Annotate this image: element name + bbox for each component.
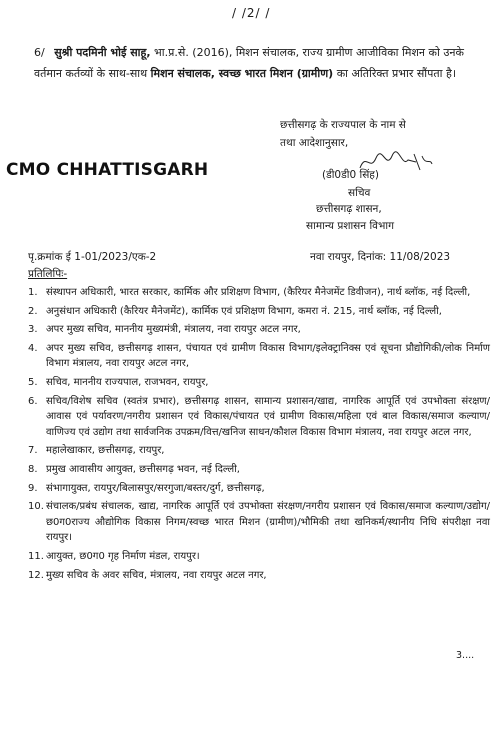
list-item-text: सचिव, माननीय राज्यपाल, राजभवन, रायपुर, (46, 376, 209, 388)
reference-number: पृ.क्रमांक ई 1-01/2023/एक-2 (28, 251, 157, 263)
list-item-number: 1. (28, 287, 38, 298)
watermark-text: CMO CHHATTISGARH (6, 160, 209, 180)
list-item-number: 10. (28, 501, 44, 513)
order-number: 6/ (34, 46, 45, 59)
list-item (28, 322, 490, 338)
list-item (28, 549, 490, 565)
list-item-number: 7. (28, 445, 38, 457)
list-item-number: 12. (28, 569, 44, 581)
list-item-number: 9. (28, 482, 38, 494)
list-item-number: 5. (28, 376, 38, 388)
list-item-text: अपर मुख्य सचिव, छत्तीसगढ़ शासन, पंचायत एवं ग्रामीण विकास विभाग/इलेक्ट्रानिक्स एवं सूचना प्रौद्योगिकी/लोक निर्माण विभाग मंत्रालय, नवा रायपुर अटल नगर, (46, 342, 490, 370)
signatory-name: (डी0डी0 सिंह) (322, 169, 379, 181)
signatory-designation: सचिव (348, 187, 371, 199)
list-item (28, 462, 490, 478)
copy-list (28, 285, 490, 586)
signatory-department: सामान्य प्रशासन विभाग (306, 220, 395, 232)
sig-governor-line: छत्तीसगढ़ के राज्यपाल के नाम से (280, 119, 406, 131)
list-item (28, 375, 490, 391)
list-item (28, 481, 490, 497)
list-item-number: 8. (28, 463, 38, 475)
list-item (28, 443, 490, 459)
signatory-government: छत्तीसगढ़ शासन, (316, 203, 382, 215)
list-item-number: 6. (28, 395, 38, 407)
list-item-text: संचालक/प्रबंध संचालक, खाद्य, नागरिक आपूर्ति एवं उपभोक्ता संरक्षण/नगरीय प्रशासन एवं विकास/समाज कल्याण/उद्योग/छ0ग0राज्य औद्योगिक विकास निगम/स्वच्छ भारत मिशन (ग्रामीण)/भौमिकी तथा खनिकर्म/स्थानीय निधि संपरीक्षा नवा रायपुर। (46, 501, 490, 544)
page-number: / /2/ / (232, 6, 271, 20)
reference-date: नवा रायपुर, दिनांक: 11/08/2023 (310, 251, 451, 263)
list-item-text: अनुसंधान अधिकारी (कैरियर मैनेजमेंट), कार्मिक एवं प्रशिक्षण विभाग, कमरा नं. 215, नार्थ ब्लॉक, नई दिल्ली, (46, 305, 442, 317)
continuation-marker: 3.... (456, 650, 475, 661)
order-text-b: का अतिरिक्त प्रभार सौंपता है। (336, 67, 457, 80)
list-item (28, 341, 490, 372)
list-item (28, 568, 490, 584)
list-item-text: मुख्य सचिव के अवर सचिव, मंत्रालय, नवा रायपुर अटल नगर, (46, 569, 267, 581)
list-item (28, 285, 490, 301)
order-paragraph (34, 42, 490, 84)
list-item-number: 2. (28, 305, 38, 317)
officer-name: सुश्री पदमिनी भोई साहू, (54, 46, 151, 59)
list-item-text: संभागायुक्त, रायपुर/बिलासपुर/सरगुजा/बस्तर/दुर्ग, छत्तीसगढ़, (46, 482, 265, 494)
list-item (28, 304, 490, 320)
sig-order-line: तथा आदेशानुसार, (280, 137, 349, 149)
assigned-post: मिशन संचालक, स्वच्छ भारत मिशन (ग्रामीण) (150, 67, 334, 80)
copy-heading: प्रतिलिपिः- (28, 268, 68, 280)
list-item-text: संस्थापन अधिकारी, भारत सरकार, कार्मिक और प्रशिक्षण विभाग, (कैरियर मैनेजमेंट डिवीजन), नार्थ ब्लॉक, नई दिल्ली, (46, 287, 471, 298)
list-item-text: सचिव/विशेष सचिव (स्वतंत्र प्रभार), छत्तीसगढ़ शासन, सामान्य प्रशासन/खाद्य, नागरिक आपूर्ति एवं उपभोक्ता संरक्षण/आवास एवं पर्यावरण/नगरीय प्रशासन एवं विकास/पंचायत एवं ग्रामीण विकास/महिला एवं बाल विकास/समाज कल्याण/वाणिज्य एवं उद्योग तथा सार्वजनिक उपक्रम/वित्त/खनिज साधन/कौशल विकास विभाग मंत्रालय, नवा रायपुर अटल नगर, (46, 395, 490, 438)
list-item-number: 4. (28, 342, 38, 354)
list-item-text: अपर मुख्य सचिव, माननीय मुख्यमंत्री, मंत्रालय, नवा रायपुर अटल नगर, (46, 324, 301, 336)
list-item-text: महालेखाकार, छत्तीसगढ़, रायपुर, (46, 445, 165, 457)
list-item-text: आयुक्त, छ0ग0 गृह निर्माण मंडल, रायपुर। (46, 550, 200, 562)
list-item-text: प्रमुख आवासीय आयुक्त, छत्तीसगढ़ भवन, नई दिल्ली, (46, 463, 240, 475)
order-text-a: भा.प्र.से. (2016), मिशन संचालक, राज्य ग्रामीण आजीविका मिशन को उनके वर्तमान कर्तव्यों के साथ-साथ (34, 46, 464, 80)
list-item (28, 499, 490, 546)
list-item (28, 394, 490, 441)
list-item-number: 11. (28, 550, 44, 562)
list-item-number: 3. (28, 324, 38, 336)
